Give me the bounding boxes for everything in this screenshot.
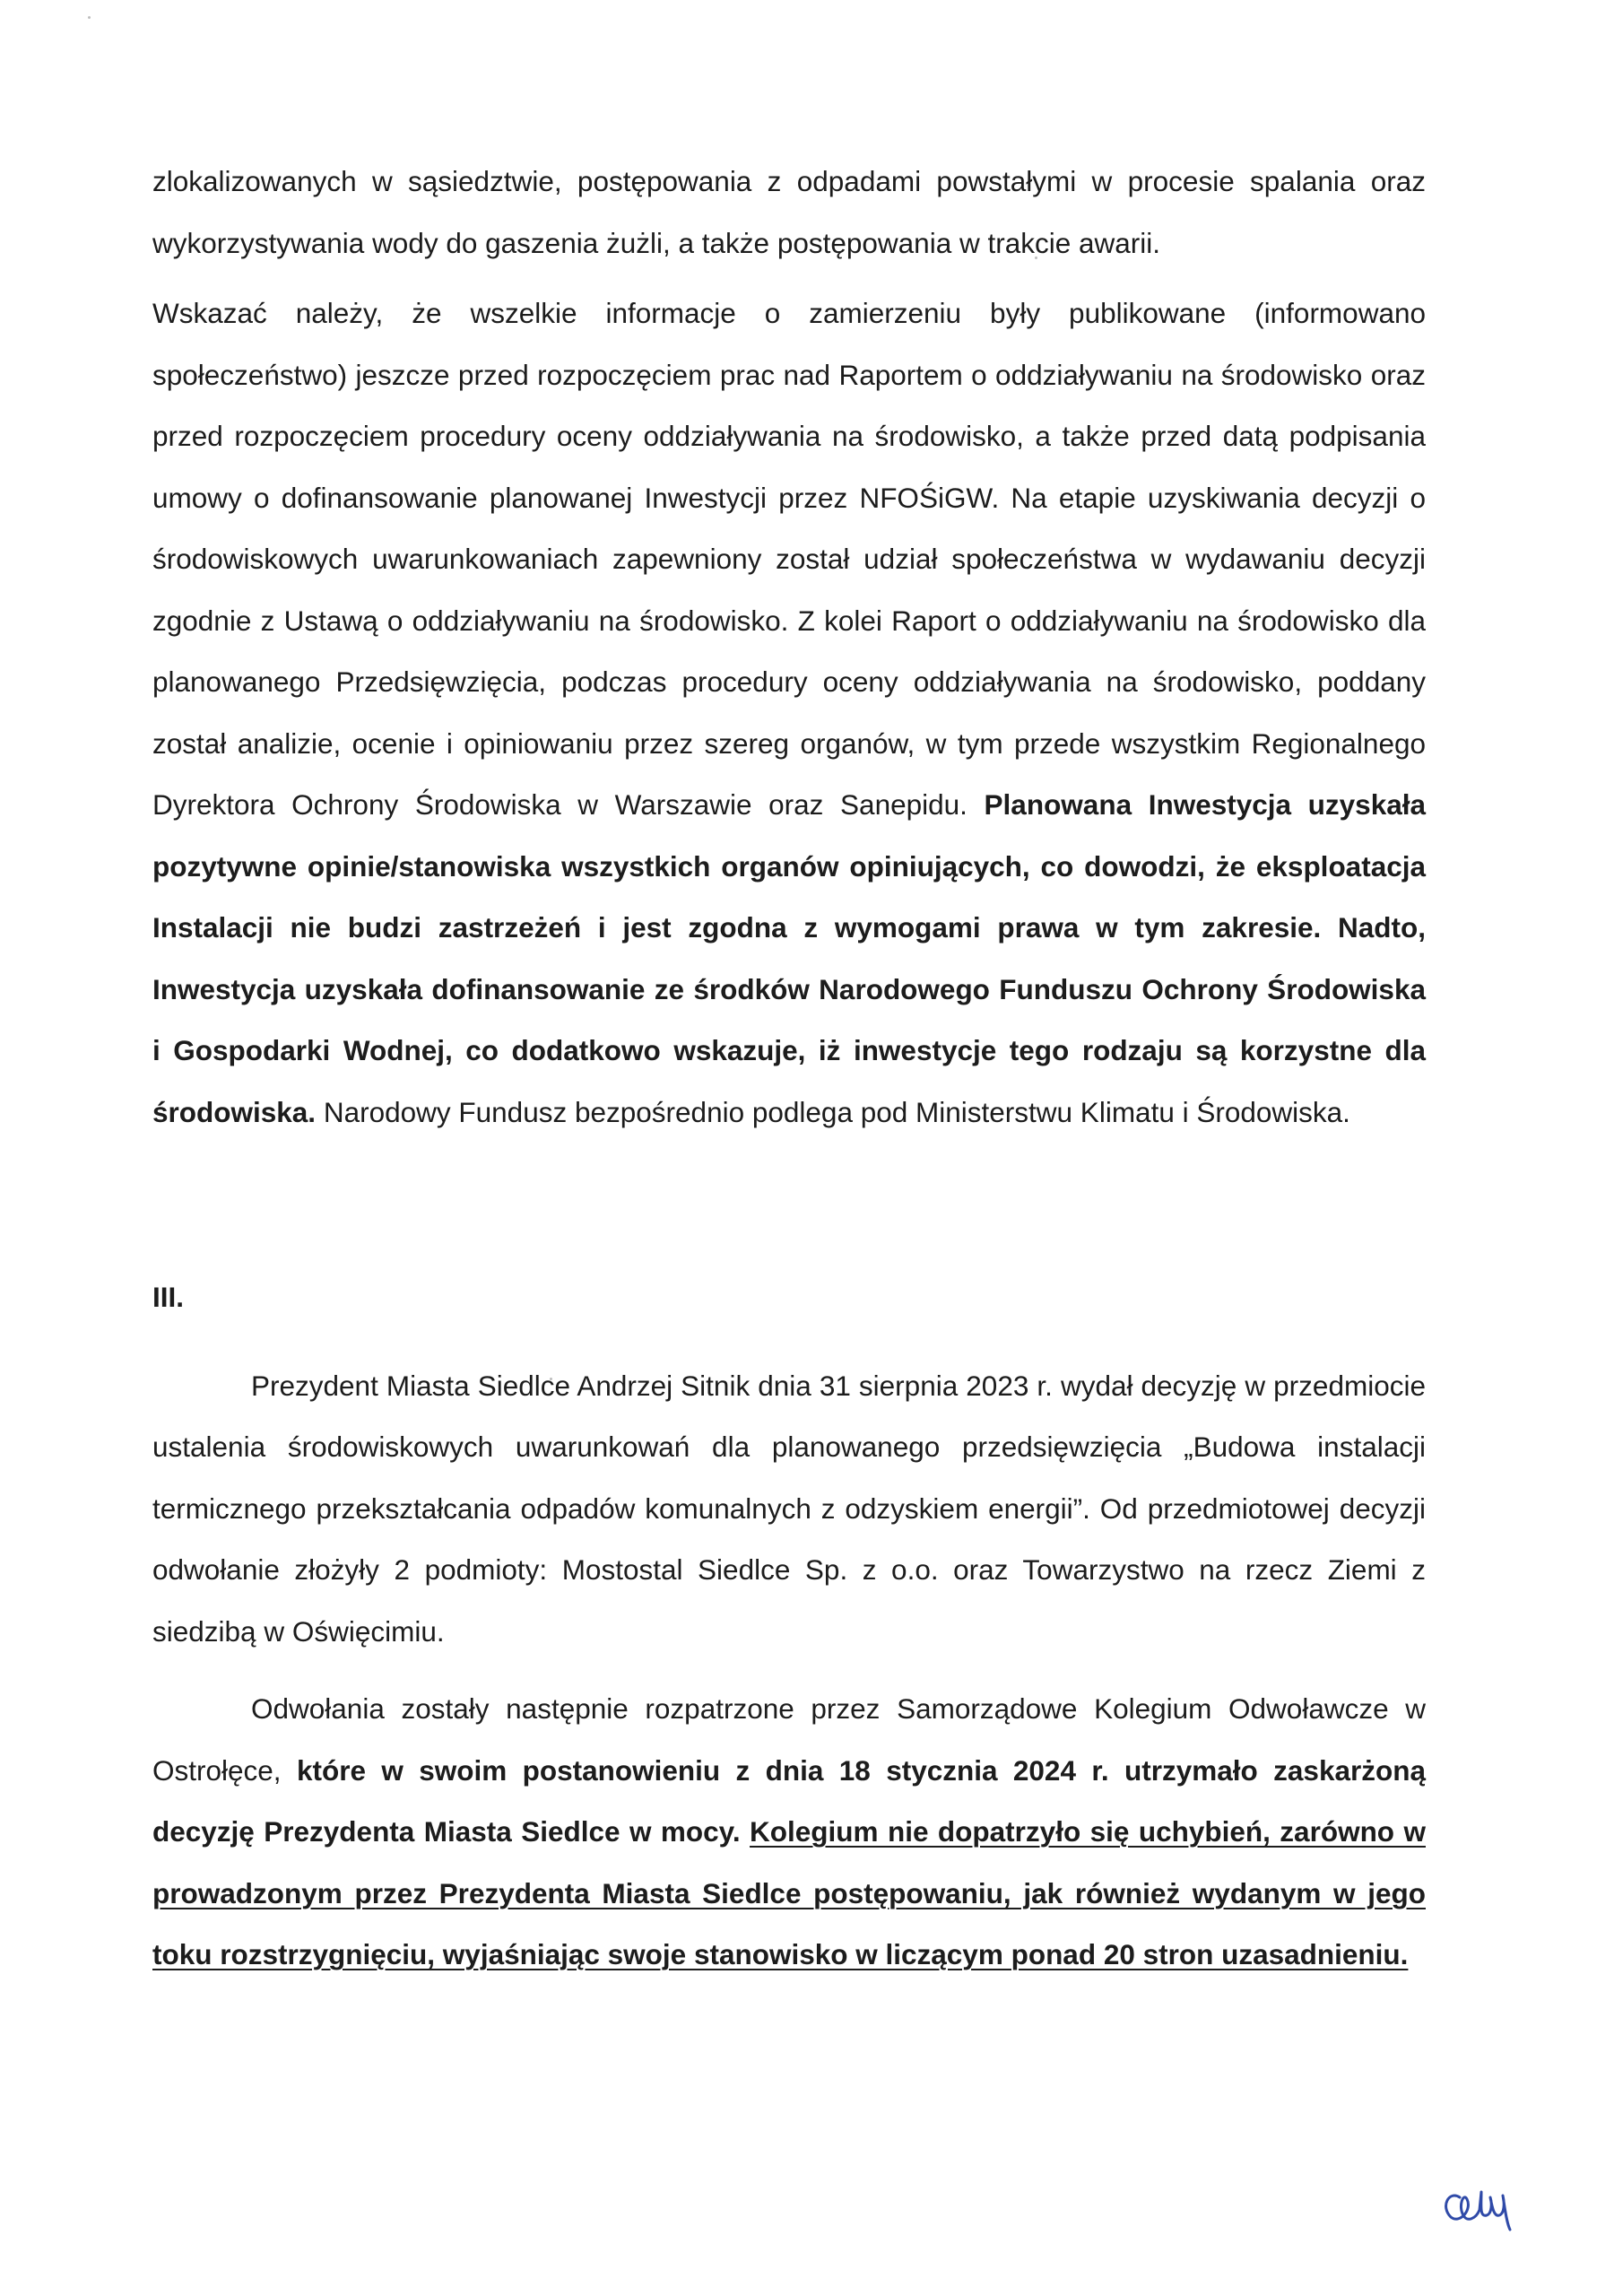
paragraph-decision	[152, 1355, 1426, 1663]
paragraph-intro	[152, 151, 1426, 274]
paragraph-appeal	[152, 1678, 1426, 1986]
section-heading: III.	[152, 1281, 185, 1313]
signature-stroke	[1446, 2192, 1510, 2230]
paragraph-consultation	[152, 283, 1426, 1143]
document-body	[152, 151, 1426, 1986]
scan-speck	[88, 16, 91, 19]
paragraph-2-part-1: Wskazać należy, że wszelkie informacje o zamierzeniu były publikowane (informowano społeczeństwo) jeszcze przed rozpoczęciem prac nad Raportem o oddziaływaniu na środowisko oraz przed rozpoczęciem procedury oceny oddziaływania na środowisko, a także przed datą podpisania umowy o dofinansowanie planowanej Inwestycji przez NFOŚiGW. Na etapie uzyskiwania decyzji o środowiskowych uwarunkowaniach zapewniony został udział społeczeństwa w wydawaniu decyzji zgodnie z Ustawą o oddziaływaniu na środowisko. Z kolei Raport o oddziaływaniu na środowisko dla planowanego Przedsięwzięcia, podczas procedury oceny oddziaływania na środowisko, poddany został analizie, ocenie i opiniowaniu przez szereg organów, w tym przede wszystkim Regionalnego Dyrektora Ochrony Środowiska w Warszawie oraz Sanepidu.	[152, 297, 1426, 821]
paragraph-2-bold: Planowana Inwestycja uzyskała pozytywne opinie/stanowiska wszystkich organów opiniujących, co dowodzi, że eksploatacja Instalacji nie budzi zastrzeżeń i jest zgodna z wymogami prawa w tym zakresie. Nadto, Inwestycja uzyskała dofinansowanie ze środków Narodowego Funduszu Ochrony Środowiska i Gospodarki Wodnej, co dodatkowo wskazuje, iż inwestycje tego rodzaju są korzystne dla środowiska.	[152, 788, 1427, 1128]
paragraph-2-part-3: Narodowy Fundusz bezpośrednio podlega pod Ministerstwu Klimatu i Środowiska.	[316, 1095, 1350, 1128]
paragraph-4-bold-underlined: Kolegium nie dopatrzyło się uchybień, zarówno w prowadzonym przez Prezydenta Miasta Siedlce postępowaniu, jak również wydanym w jego toku rozstrzygnięciu, wyjaśniając swoje stanowisko w liczącym ponad 20 stron uzasadnieniu.	[152, 1815, 1426, 1970]
paragraph-1-text: zlokalizowanych w sąsiedztwie, postępowania z odpadami powstałymi w procesie spalania oraz wykorzystywania wody do gaszenia żużli, a także postępowania w trakcie awarii.	[152, 165, 1426, 259]
paragraph-4-spacer	[741, 1815, 750, 1848]
paragraph-4-bold: które w swoim postanowieniu z dnia 18 stycznia 2024 r. utrzymało zaskarżoną decyzję Prezydenta Miasta Siedlce w mocy.	[152, 1753, 1426, 1848]
paragraph-3-text: Prezydent Miasta Siedlce Andrzej Sitnik dnia 31 sierpnia 2023 r. wydał decyzję w przedmiocie ustalenia środowiskowych uwarunkowań dla planowanego przedsięwzięcia „Budowa instalacji termicznego przekształcania odpadów komunalnych z odzyskiem energii”. Od przedmiotowej decyzji odwołanie złożyły 2 podmioty: Mostostal Siedlce Sp. z o.o. oraz Towarzystwo na rzecz Ziemi z siedzibą w Oświęcimiu.	[152, 1369, 1426, 1648]
paragraph-4-part-1: Odwołania zostały następnie rozpatrzone przez Samorządowe Kolegium Odwoławcze w Ostrołęce,	[152, 1692, 1426, 1787]
handwritten-initials-icon	[1433, 2170, 1532, 2233]
